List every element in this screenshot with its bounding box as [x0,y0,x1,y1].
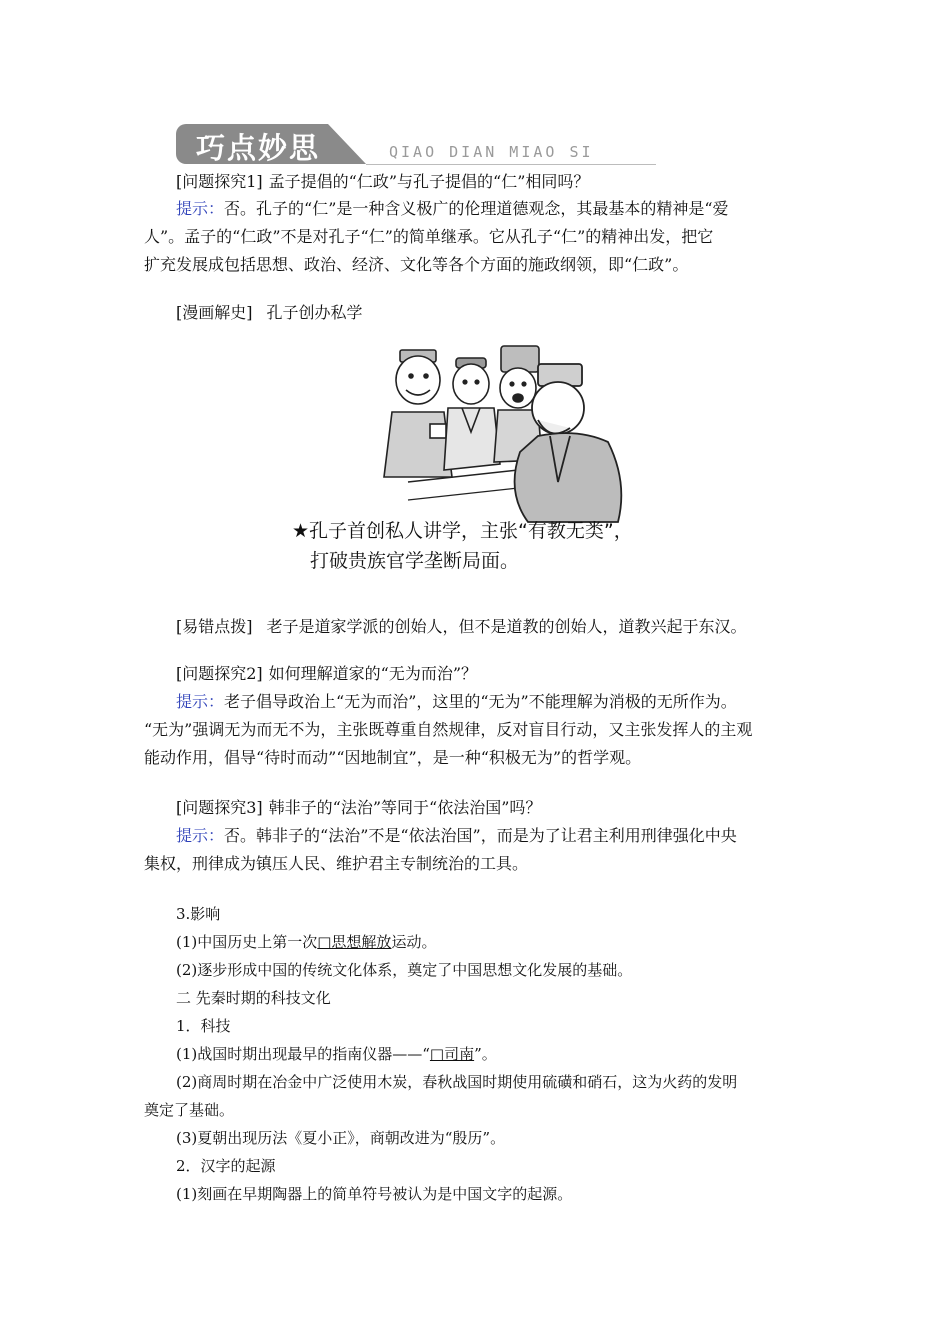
impact-heading: 3.影响 [176,905,221,923]
section-2-heading: 二 先秦时期的科技文化 [176,989,331,1007]
easy-error-label: [易错点拨] [176,617,253,636]
tech-item-1-blank: □司南 [429,1045,475,1063]
easy-error-line [176,617,747,637]
impact-item-1-post: 运动。 [391,933,437,951]
q2-answer-text-1: 老子倡导政治上“无为而治”，这里的“无为”不能理解为消极的无所作为。 [224,692,737,711]
tech-item-1-post: ”。 [474,1045,497,1063]
comic-title: 孔子创办私学 [266,303,363,322]
tech-item-1 [176,1044,497,1064]
impact-item-2: (2)逐步形成中国的传统文化体系，奠定了中国思想文化发展的基础。 [176,961,633,979]
comic-label: [漫画解史] [176,303,253,322]
tech-heading: 1．科技 [176,1017,231,1035]
comic-caption-line-1: ★孔子首创私人讲学，主张“有教无类”， [292,520,633,542]
q2-answer-line-1 [176,692,737,712]
q2-label: [问题探究2] [176,664,263,683]
q2-question: 如何理解道家的“无为而治”？ [268,664,478,683]
comic-caption-line-2: 打破贵族官学垄断局面。 [310,550,520,572]
char-item-1: (1)刻画在早期陶器上的简单符号被认为是中国文字的起源。 [176,1185,573,1203]
impact-item-1 [176,932,436,952]
tech-item-3: (3)夏朝出现历法《夏小正》，商朝改进为“殷历”。 [176,1129,506,1147]
section-banner [176,124,656,166]
impact-item-1-pre: (1)中国历史上第一次 [176,933,318,951]
q3-question: 韩非子的“法治”等同于“依法治国”吗？ [268,798,542,817]
q3-answer-line-1 [176,826,737,846]
q3-hint-label: 提示： [176,826,225,845]
q1-answer-line-2: 人”。孟子的“仁政”不是对孔子“仁”的简单继承。它从孔子“仁”的精神出发，把它 [144,227,714,246]
banner-subtitle: QIAO DIAN MIAO SI [389,143,594,161]
q3-answer-text-1: 否。韩非子的“法治”不是“依法治国”，而是为了让君主利用刑律强化中央 [224,826,737,845]
q2-hint-label: 提示： [176,692,225,711]
q3-question-line [176,798,541,818]
q2-question-line [176,664,477,684]
q2-answer-line-3: 能动作用，倡导“待时而动”“因地制宜”，是一种“积极无为”的哲学观。 [144,748,642,767]
char-heading: 2．汉字的起源 [176,1157,276,1175]
q1-label: [问题探究1] [176,172,263,191]
q1-hint-label: 提示： [176,199,225,218]
q3-label: [问题探究3] [176,798,263,817]
banner-divider [366,164,656,165]
tech-item-1-pre: (1)战国时期出现最早的指南仪器——“ [176,1045,430,1063]
q3-answer-line-2: 集权，刑律成为镇压人民、维护君主专制统治的工具。 [144,854,529,873]
q2-answer-line-2: “无为”强调无为而无不为，主张既尊重自然规律，反对盲目行动，又主张发挥人的主观 [144,720,753,739]
confucius-teaching-illustration [288,332,706,588]
impact-item-1-blank: □思想解放 [317,933,392,951]
tech-item-2-line-2: 奠定了基础。 [144,1101,235,1119]
q1-answer-line-3: 扩充发展成包括思想、政治、经济、文化等各个方面的施政纲领，即“仁政”。 [144,255,689,274]
banner-title: 巧点妙思 [196,131,321,165]
q1-question-line [176,172,589,192]
q1-answer-text-1: 否。孔子的“仁”是一种含义极广的伦理道德观念，其最基本的精神是“爱 [224,199,729,218]
tech-item-2-line-1: (2)商周时期在冶金中广泛使用木炭，春秋战国时期使用硫磺和硝石，这为火药的发明 [176,1073,738,1091]
easy-error-text: 老子是道家学派的创始人，但不是道教的创始人，道教兴起于东汉。 [266,617,747,636]
q1-answer-line-1 [176,199,729,219]
comic-title-line [176,303,363,323]
q1-question: 孟子提倡的“仁政”与孔子提倡的“仁”相同吗？ [268,172,590,191]
